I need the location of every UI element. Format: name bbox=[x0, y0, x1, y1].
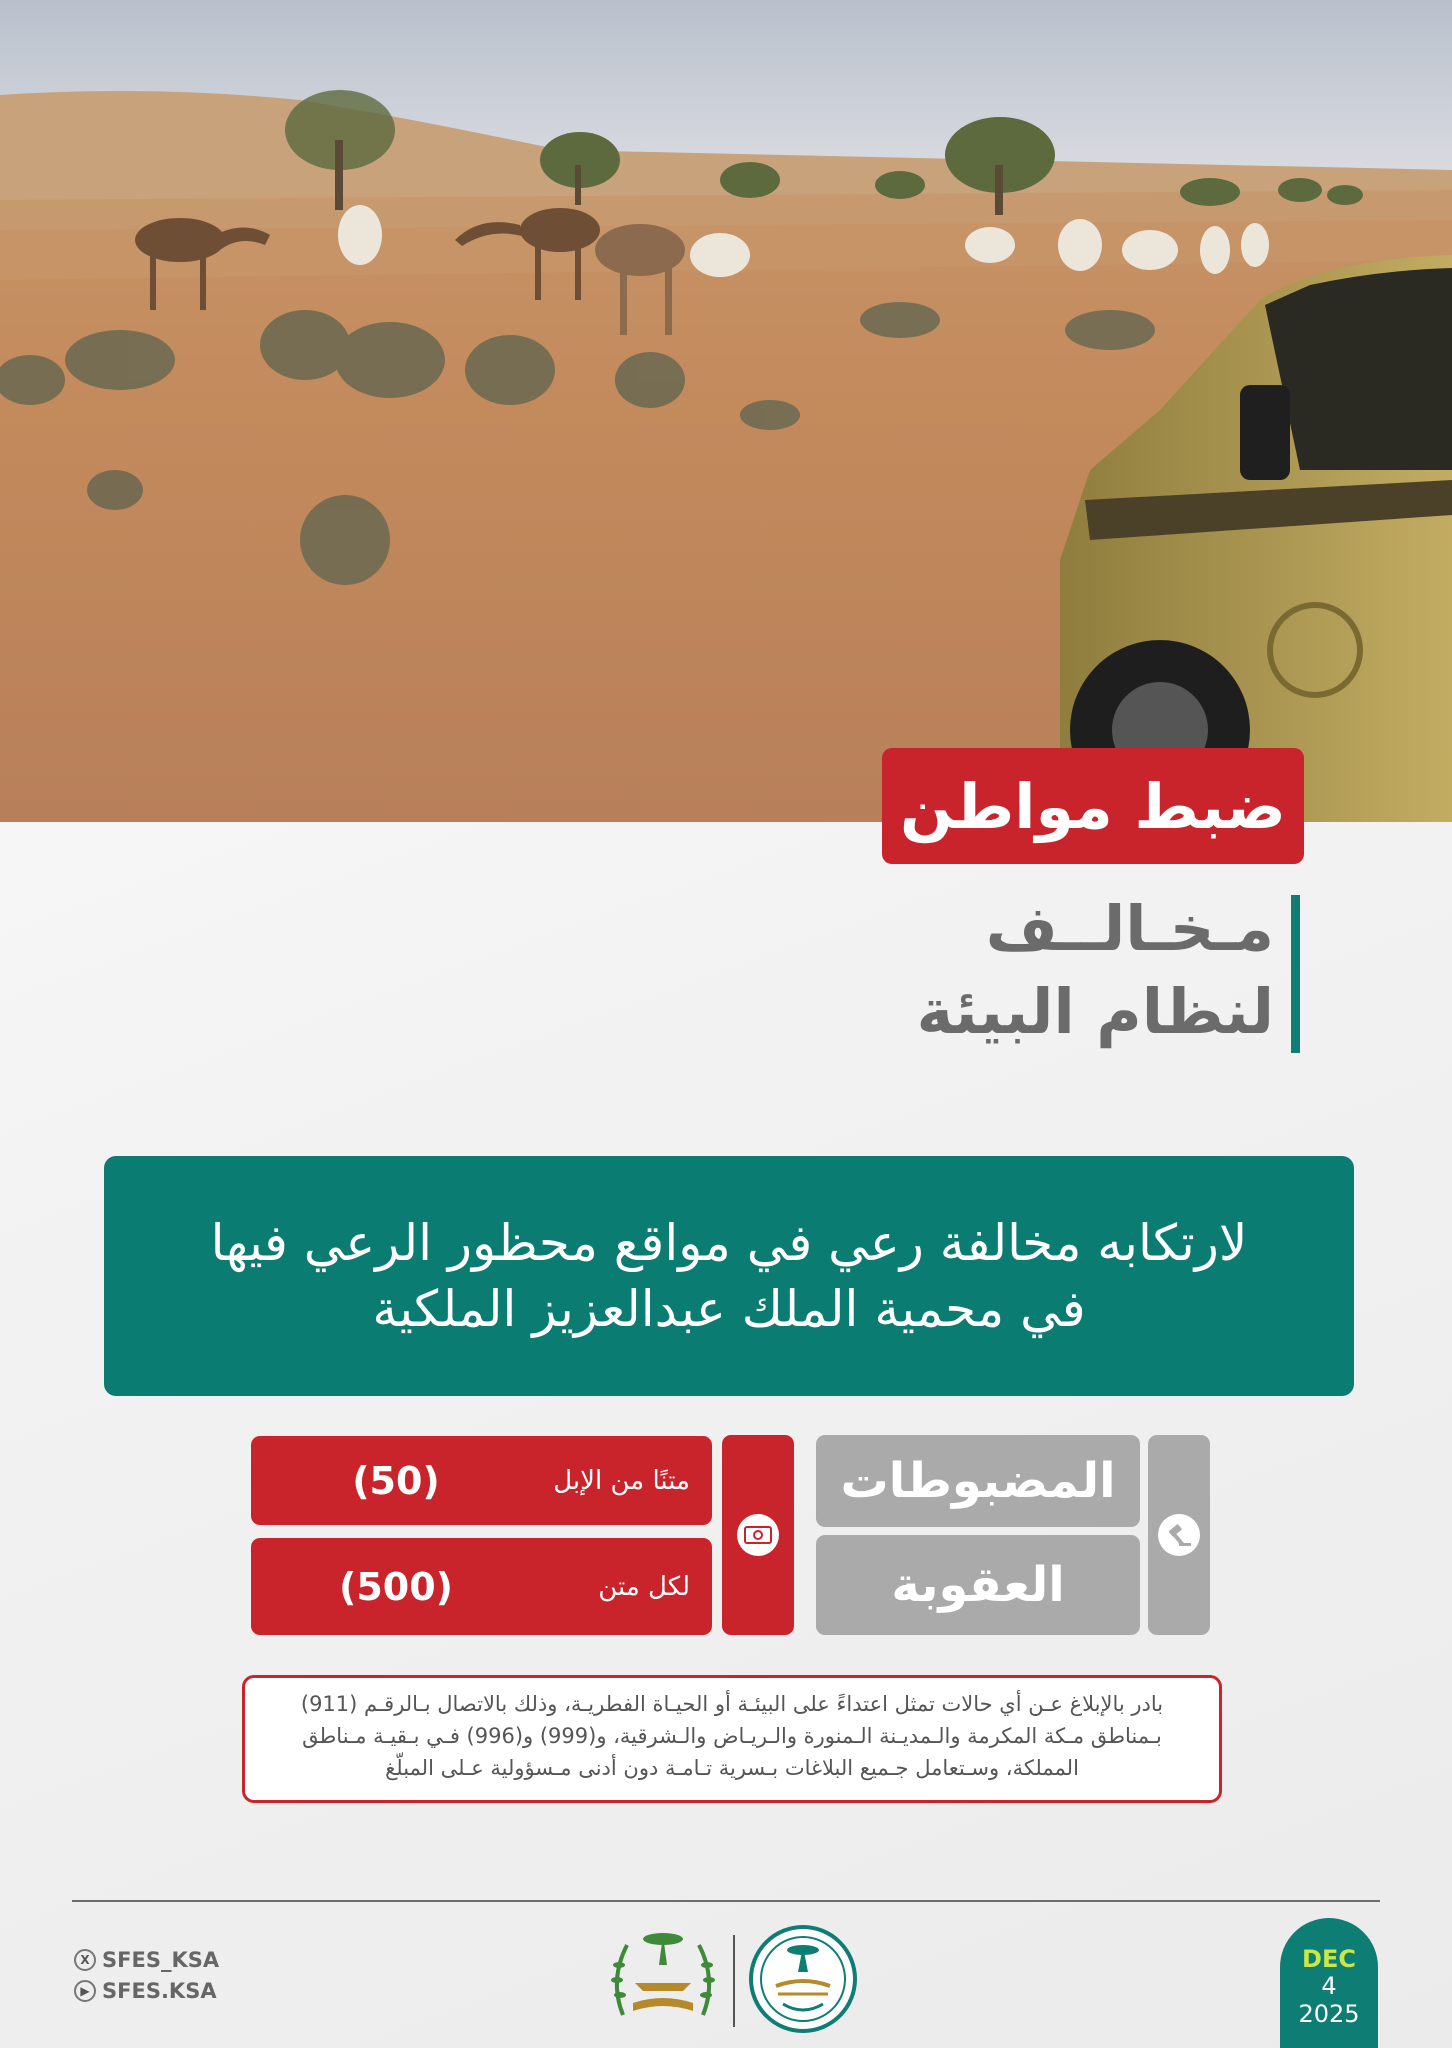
gavel-column bbox=[1148, 1435, 1210, 1635]
money-column bbox=[722, 1435, 794, 1635]
ministry-interior-logo bbox=[748, 1924, 858, 2038]
logo-divider bbox=[733, 1935, 735, 2027]
headline-title-line1: مـخـالــف bbox=[985, 892, 1274, 965]
social-x-link[interactable] bbox=[74, 1948, 219, 1972]
youtube-icon: ▶ bbox=[74, 1980, 96, 2002]
report-notice bbox=[242, 1675, 1222, 1803]
notice-line3: المملكة، وسـتعامل جـميع البلاغات بـسرية تـامـة دون أدنى مـسؤولية عـلى المبلّغ bbox=[385, 1756, 1079, 1780]
social-youtube-link[interactable] bbox=[74, 1979, 217, 2003]
headline-accent-bar bbox=[1291, 895, 1300, 1053]
environment-security-logo bbox=[605, 1925, 721, 2037]
penalty-text: لكل متن bbox=[598, 1571, 690, 1602]
seized-text: متنًا من الإبل bbox=[553, 1465, 690, 1496]
notice-line1: بادر بالإبلاغ عـن أي حالات تمثل اعتداءً على البيئـة أو الحيـاة الفطريـة، وذلك بالاتصال بـالرقـم (911) bbox=[300, 1692, 1164, 1716]
date-badge bbox=[1280, 1918, 1378, 2048]
date-day: 4 bbox=[1321, 1972, 1337, 2000]
footer-divider bbox=[72, 1900, 1380, 1902]
social-youtube-handle: SFES.KSA bbox=[102, 1979, 217, 2003]
seized-value-row bbox=[251, 1436, 712, 1525]
headline-title-line2: لنظام البيئة bbox=[916, 975, 1274, 1048]
penalty-number: (500) bbox=[338, 1564, 454, 1609]
hero-photo bbox=[0, 0, 1452, 822]
date-year: 2025 bbox=[1298, 2000, 1360, 2028]
violation-description bbox=[104, 1156, 1354, 1396]
gavel-icon bbox=[1157, 1513, 1201, 1557]
social-x-handle: SFES_KSA bbox=[102, 1948, 220, 1972]
date-month: DEC bbox=[1302, 1945, 1356, 1973]
notice-line2: بـمناطق مـكة المكرمة والـمديـنة الـمنورة والـريـاض والـشرقية، و(999) و(996) فـي بـقيـة مـناطق bbox=[302, 1724, 1162, 1748]
seized-label: المضبوطات bbox=[816, 1435, 1140, 1527]
description-line1: لارتكابه مخالفة رعي في مواقع محظور الرعي فيها bbox=[210, 1214, 1248, 1272]
seized-number: (50) bbox=[352, 1458, 440, 1503]
x-icon: X bbox=[74, 1949, 96, 1971]
penalty-value-row bbox=[251, 1538, 712, 1635]
penalty-label: العقوبة bbox=[816, 1535, 1140, 1635]
description-line2: في محمية الملك عبدالعزيز الملكية bbox=[372, 1280, 1086, 1338]
money-icon bbox=[736, 1513, 780, 1557]
headline-tag: ضبط مواطن bbox=[882, 748, 1304, 864]
